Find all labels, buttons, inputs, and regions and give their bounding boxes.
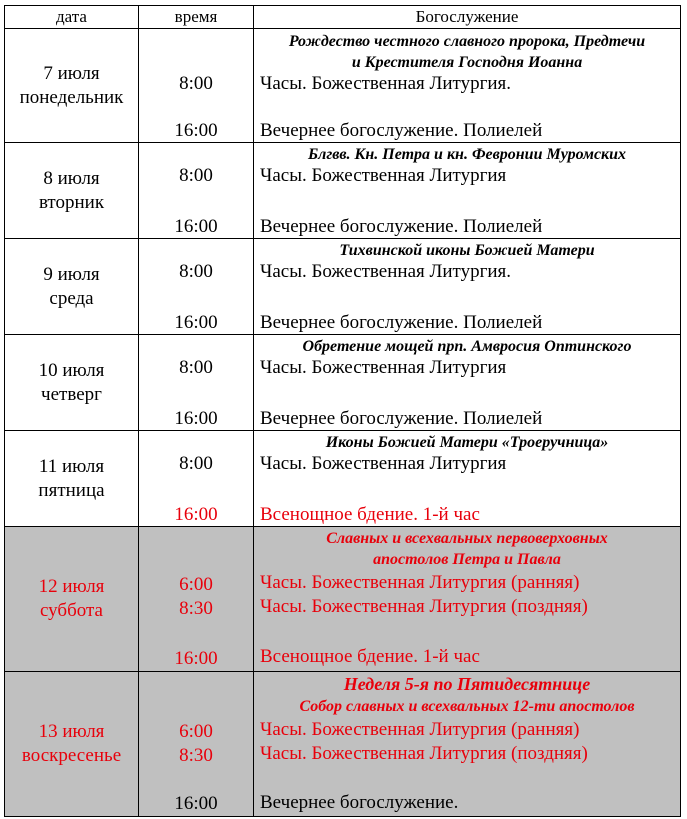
date-cell	[5, 143, 139, 239]
feast-title: апостолов Петра и Павла	[373, 551, 561, 568]
service-cell	[254, 527, 681, 672]
feast-title: Собор славных и всехвальных 12-ти апостолов	[299, 698, 635, 715]
schedule-table	[4, 5, 681, 817]
service-cell	[254, 143, 681, 239]
service-cell	[254, 431, 681, 527]
time: 8:00	[179, 73, 213, 94]
day-date: 12 июля	[38, 576, 105, 597]
service-cell	[254, 335, 681, 431]
day-date: 9 июля	[43, 263, 100, 285]
time: 16:00	[174, 120, 218, 141]
service: Всенощное бдение. 1-й час	[260, 646, 480, 667]
day-row	[5, 143, 681, 239]
time: 8:00	[179, 261, 213, 282]
time: 16:00	[174, 408, 218, 429]
service: Вечернее богослужение. Полиелей	[260, 216, 543, 237]
time-cell	[139, 29, 254, 143]
time: 8:30	[179, 745, 213, 766]
service-cell	[254, 29, 681, 143]
service: Вечернее богослужение.	[260, 792, 459, 813]
feast-title: и Крестителя Господня Иоанна	[351, 54, 583, 71]
service: Вечернее богослужение. Полиелей	[260, 120, 543, 141]
feast-title: Иконы Божией Матери «Троеручница»	[325, 434, 609, 451]
date-cell	[5, 239, 139, 335]
date-cell	[5, 29, 139, 143]
time: 8:30	[179, 598, 213, 619]
feast-title: Обретение мощей прп. Амвросия Оптинского	[302, 338, 632, 355]
day-row	[5, 431, 681, 527]
day-date: 8 июля	[43, 167, 100, 189]
feast-title: Блгвв. Кн. Петра и кн. Февронии Муромских	[307, 146, 627, 163]
day-row	[5, 239, 681, 335]
date-cell	[5, 431, 139, 527]
service: Часы. Божественная Литургия	[260, 165, 507, 186]
time: 6:00	[179, 721, 213, 742]
time: 6:00	[179, 574, 213, 595]
service: Часы. Божественная Литургия (ранняя)	[260, 719, 580, 740]
day-date: 13 июля	[38, 721, 105, 742]
day-row	[5, 527, 681, 672]
date-cell	[5, 335, 139, 431]
header-time: время	[139, 6, 254, 29]
service: Всенощное бдение. 1-й час	[260, 504, 480, 525]
date-cell	[5, 527, 139, 672]
time-cell	[139, 335, 254, 431]
time-cell	[139, 239, 254, 335]
day-weekday: четверг	[41, 383, 102, 405]
time: 16:00	[174, 216, 218, 237]
day-row	[5, 335, 681, 431]
day-row	[5, 29, 681, 143]
time-cell	[139, 527, 254, 672]
day-weekday: вторник	[38, 191, 105, 213]
service: Часы. Божественная Литургия	[260, 453, 507, 474]
header-row	[5, 6, 681, 29]
feast-title: Славных и всехвальных первоверховных	[326, 530, 608, 547]
service-cell	[254, 239, 681, 335]
time: 8:00	[179, 357, 213, 378]
day-weekday: суббота	[40, 600, 103, 621]
date-cell	[5, 672, 139, 817]
time: 16:00	[174, 504, 218, 525]
time: 16:00	[174, 648, 218, 669]
time-cell	[139, 672, 254, 817]
service: Часы. Божественная Литургия (поздняя)	[260, 743, 588, 764]
time-cell	[139, 143, 254, 239]
time: 8:00	[179, 453, 213, 474]
service: Часы. Божественная Литургия (поздняя)	[260, 596, 588, 617]
service: Часы. Божественная Литургия.	[260, 73, 512, 94]
header-date: дата	[5, 6, 139, 29]
service: Часы. Божественная Литургия	[260, 357, 507, 378]
day-row	[5, 672, 681, 817]
day-date: 10 июля	[38, 359, 105, 381]
day-weekday: понедельник	[19, 86, 124, 108]
day-date: 7 июля	[43, 62, 100, 84]
service: Часы. Божественная Литургия (ранняя)	[260, 572, 580, 593]
header-service: Богослужение	[254, 6, 681, 29]
time: 8:00	[179, 165, 213, 186]
feast-title: Неделя 5-я по Пятидесятнице	[343, 674, 591, 694]
service-cell	[254, 672, 681, 817]
time-cell	[139, 431, 254, 527]
feast-title: Тихвинской иконы Божией Матери	[339, 242, 595, 259]
service: Часы. Божественная Литургия.	[260, 261, 512, 282]
feast-title: Рождество честного славного пророка, Предтечи	[288, 33, 646, 50]
service: Вечернее богослужение. Полиелей	[260, 408, 543, 429]
day-weekday: воскресенье	[21, 745, 122, 766]
service: Вечернее богослужение. Полиелей	[260, 312, 543, 333]
day-weekday: пятница	[38, 479, 105, 501]
day-weekday: среда	[49, 287, 94, 309]
time: 16:00	[174, 793, 218, 814]
day-date: 11 июля	[38, 455, 105, 477]
time: 16:00	[174, 312, 218, 333]
